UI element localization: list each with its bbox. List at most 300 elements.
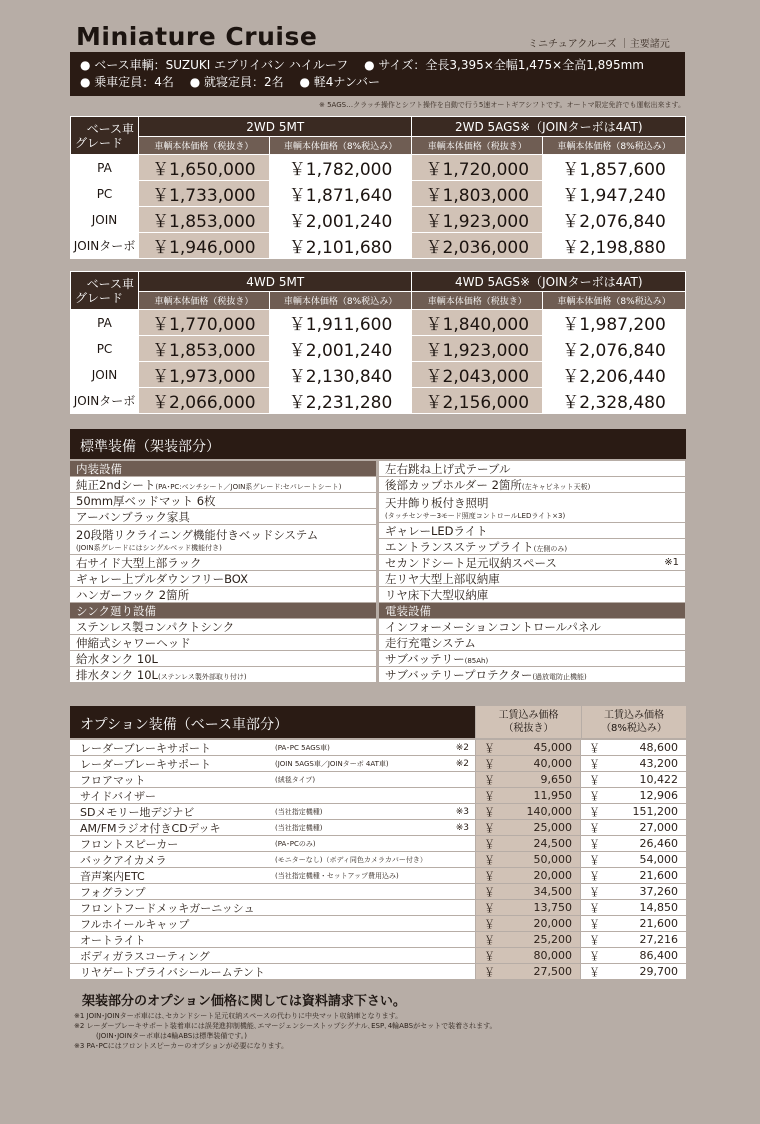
price-subheader-row <box>71 292 686 310</box>
option-note: (当社指定機種・セットアップ費用込み) <box>275 871 399 880</box>
price-cell: ￥1,923,000 <box>412 207 543 233</box>
equipment-item-text <box>76 619 234 635</box>
equipment-item <box>379 461 685 477</box>
corner-cell <box>71 272 139 310</box>
price-column-header: 車輌本体価格（8%税込み） <box>543 137 686 155</box>
equipment-item-subnote: (タッチセンサー3モード照度コントロールLEDライト×3) <box>385 511 566 520</box>
price-column-header: 車輌本体価格（8%税込み） <box>269 137 412 155</box>
price-row <box>71 233 686 259</box>
equipment-item-mark: ※1 <box>664 557 679 568</box>
option-price-excl-value: 50,000 <box>533 853 572 866</box>
price-cell: ￥1,923,000 <box>412 336 543 362</box>
equipment-item <box>379 493 685 523</box>
option-price-excl <box>475 772 580 787</box>
option-equipment-heading: オプション装備（ベース車部分） <box>70 706 475 738</box>
yen-sign: ￥ <box>484 949 495 963</box>
equipment-item-label: ステンレス製コンパクトシンク <box>76 619 235 634</box>
option-row <box>70 820 686 836</box>
spec-line-1 <box>80 57 675 74</box>
footnote-3: ※3 PA･PCにはフロントスピーカーのオプションが必要になります。 <box>74 1042 289 1050</box>
yen-sign: ￥ <box>484 773 495 787</box>
yen-sign: ￥ <box>589 949 600 963</box>
corner-base-label: ベース車 <box>86 277 134 291</box>
option-price-incl-value: 37,260 <box>639 885 678 898</box>
option-price-excl-value: 40,000 <box>533 757 572 770</box>
equipment-item-text <box>76 527 318 553</box>
grade-cell: JOIN <box>71 362 139 388</box>
equipment-item-text <box>385 539 567 555</box>
equipment-item <box>70 587 376 603</box>
standard-equipment-right <box>379 461 685 683</box>
price-table-2wd <box>70 116 686 259</box>
price-cell: ￥1,911,600 <box>269 310 412 336</box>
spec-size: ● サイズ：全長3,395×全幅1,475×全高1,895mm <box>364 58 644 72</box>
yen-sign: ￥ <box>484 885 495 899</box>
price-header-row <box>71 117 686 137</box>
equipment-item <box>379 667 685 683</box>
yen-sign: ￥ <box>589 965 600 979</box>
equipment-item-label: アーバンブラック家具 <box>76 509 190 524</box>
price-cell: ￥2,206,440 <box>543 362 686 388</box>
yen-sign: ￥ <box>484 821 495 835</box>
equipment-item <box>70 571 376 587</box>
option-row <box>70 852 686 868</box>
price-cell: ￥2,130,840 <box>269 362 412 388</box>
option-price-excl <box>475 932 580 947</box>
equipment-item-label: 給水タンク 10L <box>76 651 158 666</box>
option-price-incl <box>580 804 686 819</box>
price-cell: ￥2,036,000 <box>412 233 543 259</box>
option-row <box>70 836 686 852</box>
option-note: (モニターなし)（ボディ同色カメラカバー付き） <box>275 855 427 864</box>
option-name-cell <box>70 916 475 931</box>
option-price-incl-value: 151,200 <box>632 805 678 818</box>
option-note: (当社指定機種) <box>275 823 323 832</box>
price-cell: ￥1,733,000 <box>139 181 270 207</box>
option-name: ボディガラスコーティング <box>80 949 210 963</box>
drive-type-header: 4WD 5AGS※（JOINターボは4AT) <box>412 272 686 292</box>
equipment-item-text <box>385 461 510 477</box>
option-name: フロントスピーカー <box>80 837 179 851</box>
standard-equipment-left <box>70 461 376 683</box>
price-cell: ￥1,973,000 <box>139 362 270 388</box>
option-row <box>70 932 686 948</box>
option-row <box>70 964 686 980</box>
equipment-item-label: ハンガーフック 2箇所 <box>76 587 190 602</box>
option-name: フロアマット <box>80 773 146 787</box>
equipment-item <box>379 651 685 667</box>
equipment-item-text <box>385 523 488 539</box>
yen-sign: ￥ <box>484 965 495 979</box>
yen-sign: ￥ <box>589 917 600 931</box>
equipment-item <box>70 635 376 651</box>
option-price-excl-value: 80,000 <box>533 949 572 962</box>
spec-passengers: ● 乗車定員：4名 <box>80 75 174 89</box>
equipment-item-text <box>385 495 565 521</box>
option-col-excl-sub: （税抜き） <box>503 723 554 734</box>
option-name: 音声案内ETC <box>80 869 145 883</box>
yen-sign: ￥ <box>589 757 600 771</box>
equipment-item-label: インフォーメーションコントロールパネル <box>385 619 601 634</box>
option-price-incl-value: 21,600 <box>639 869 678 882</box>
option-col-incl-sub: （8%税込み） <box>601 723 667 734</box>
equipment-item-note: (85Ah) <box>464 656 489 665</box>
equipment-item-text <box>385 477 590 493</box>
option-price-excl <box>475 804 580 819</box>
yen-sign: ￥ <box>589 773 600 787</box>
option-mark: ※3 <box>455 806 469 817</box>
equipment-item <box>70 477 376 493</box>
option-name: バックアイカメラ <box>80 853 167 867</box>
equipment-item-note: (PA･PC:ベンチシート／JOIN系グレード:セパレートシート) <box>155 482 342 491</box>
corner-grade-label: グレード <box>75 291 124 305</box>
option-price-incl <box>580 884 686 899</box>
equipment-item-label: 走行充電システム <box>385 635 476 650</box>
price-cell: ￥2,076,840 <box>543 336 686 362</box>
equipment-item-subnote: (JOIN系グレードにはシングルベッド機能付き) <box>76 543 222 552</box>
option-price-incl <box>580 820 686 835</box>
option-name-cell <box>70 740 475 755</box>
equipment-item-label: エントランスステップライト <box>385 539 534 554</box>
option-name: レーダーブレーキサポート <box>80 757 212 771</box>
equipment-item-text <box>76 587 189 603</box>
yen-sign: ￥ <box>589 869 600 883</box>
option-price-excl-value: 24,500 <box>533 837 572 850</box>
option-price-excl-value: 34,500 <box>533 885 572 898</box>
option-price-incl <box>580 836 686 851</box>
equipment-category <box>70 603 376 619</box>
option-price-excl-value: 25,200 <box>533 933 572 946</box>
page-title: Miniature Cruise <box>76 22 318 51</box>
equipment-item <box>70 619 376 635</box>
drive-type-header: 4WD 5MT <box>139 272 412 292</box>
option-price-excl-value: 140,000 <box>526 805 572 818</box>
option-price-excl <box>475 948 580 963</box>
option-price-incl-value: 10,422 <box>639 773 678 786</box>
option-row <box>70 948 686 964</box>
option-name: AM/FMラジオ付きCDデッキ <box>80 821 221 835</box>
equipment-item-note: (ステンレス製外部取り付け) <box>157 672 247 681</box>
option-name: サイドバイザー <box>80 789 157 803</box>
grade-cell: JOIN <box>71 207 139 233</box>
price-cell: ￥1,947,240 <box>543 181 686 207</box>
option-price-excl-value: 20,000 <box>533 917 572 930</box>
price-cell: ￥2,328,480 <box>543 388 686 414</box>
option-name: フロントフードメッキガーニッシュ <box>80 901 255 915</box>
yen-sign: ￥ <box>589 821 600 835</box>
footnote-2: ※2 レーダーブレーキサポート装着車には誤発進抑制機能､エマージェンシーストップシグナル､ESP､4輪ABSがセットで装着されます。 <box>74 1022 497 1030</box>
equipment-item-label: 純正2ndシート <box>76 477 156 492</box>
option-price-incl <box>580 900 686 915</box>
price-cell: ￥2,001,240 <box>269 336 412 362</box>
option-price-incl-value: 48,600 <box>639 741 678 754</box>
option-price-incl <box>580 740 686 755</box>
option-price-incl-value: 54,000 <box>639 853 678 866</box>
option-price-incl <box>580 756 686 771</box>
option-name-cell <box>70 948 475 963</box>
standard-equipment-heading: 標準装備（架装部分） <box>70 429 686 459</box>
price-cell: ￥1,720,000 <box>412 155 543 181</box>
yen-sign: ￥ <box>484 789 495 803</box>
option-price-excl <box>475 916 580 931</box>
footnote-2-sub: (JOIN･JOINターボ車は4輪ABSは標準装備です。) <box>96 1032 248 1040</box>
option-price-incl-value: 27,000 <box>639 821 678 834</box>
price-row <box>71 181 686 207</box>
equipment-item-text <box>76 635 191 651</box>
option-name: フルホイールキャップ <box>80 917 190 931</box>
spec-line-2 <box>80 74 675 91</box>
corner-cell <box>71 117 139 155</box>
equipment-item-text <box>385 667 587 683</box>
option-note: (絨毯タイプ) <box>275 775 316 784</box>
page-subtitle: ミニチュアクルーズ ｜主要諸元 <box>528 39 670 50</box>
option-mark: ※2 <box>455 742 469 753</box>
spec-box <box>70 52 685 96</box>
option-name-cell <box>70 884 475 899</box>
price-column-header: 車輌本体価格（税抜き） <box>412 137 543 155</box>
price-cell: ￥2,043,000 <box>412 362 543 388</box>
equipment-item-note: (左キャビネット天板) <box>521 482 591 491</box>
option-col-excl-label: 工賃込み価格 <box>498 710 559 721</box>
option-note: (当社指定機種) <box>275 807 323 816</box>
option-price-excl <box>475 756 580 771</box>
price-cell: ￥1,946,000 <box>139 233 270 259</box>
yen-sign: ￥ <box>484 805 495 819</box>
option-name-cell <box>70 868 475 883</box>
option-note: (PA･PCのみ) <box>275 839 316 848</box>
spec-plate: ● 軽4ナンバー <box>299 75 380 89</box>
equipment-item-label: シンク廻り設備 <box>76 603 156 618</box>
equipment-item <box>379 523 685 539</box>
option-price-excl <box>475 900 580 915</box>
option-name-cell <box>70 788 475 803</box>
price-column-header: 車輌本体価格（税抜き） <box>139 292 270 310</box>
option-price-incl-value: 29,700 <box>639 965 678 978</box>
option-price-incl-value: 86,400 <box>639 949 678 962</box>
option-row <box>70 900 686 916</box>
equipment-item-text <box>76 509 190 525</box>
price-column-header: 車輌本体価格（税抜き） <box>139 137 270 155</box>
price-column-header: 車輌本体価格（税抜き） <box>412 292 543 310</box>
yen-sign: ￥ <box>589 837 600 851</box>
yen-sign: ￥ <box>484 917 495 931</box>
option-price-incl <box>580 964 686 979</box>
equipment-item-label: 電装設備 <box>385 603 431 618</box>
option-price-incl-value: 14,850 <box>639 901 678 914</box>
equipment-item-text <box>76 555 201 571</box>
drive-type-header: 2WD 5MT <box>139 117 412 137</box>
equipment-item-label: ギャレーLEDライト <box>385 523 488 538</box>
option-row <box>70 788 686 804</box>
equipment-item-text <box>76 667 247 683</box>
price-cell: ￥1,840,000 <box>412 310 543 336</box>
grade-cell: PA <box>71 155 139 181</box>
option-price-incl-value: 43,200 <box>639 757 678 770</box>
equipment-item <box>379 587 685 603</box>
option-price-excl-value: 11,950 <box>533 789 572 802</box>
price-cell: ￥1,650,000 <box>139 155 270 181</box>
yen-sign: ￥ <box>589 901 600 915</box>
equipment-item <box>379 539 685 555</box>
option-name-cell <box>70 964 475 979</box>
price-cell: ￥2,231,280 <box>269 388 412 414</box>
yen-sign: ￥ <box>484 741 495 755</box>
equipment-item-label: 左右跳ね上げ式テーブル <box>385 461 511 476</box>
option-price-incl <box>580 948 686 963</box>
option-price-excl <box>475 852 580 867</box>
option-price-excl <box>475 964 580 979</box>
equipment-item-text <box>385 571 500 587</box>
equipment-item-label: ギャレー上プルダウンフリーBOX <box>76 571 248 586</box>
yen-sign: ￥ <box>589 933 600 947</box>
equipment-item-label: 右サイド大型上部ラック <box>76 555 202 570</box>
option-name-cell <box>70 772 475 787</box>
equipment-item-label: サブバッテリー <box>385 651 465 666</box>
equipment-item <box>379 555 685 571</box>
equipment-item-text <box>385 603 431 619</box>
price-cell: ￥1,871,640 <box>269 181 412 207</box>
option-name-cell <box>70 836 475 851</box>
grade-cell: JOINターボ <box>71 233 139 259</box>
equipment-item <box>70 525 376 555</box>
equipment-item-text <box>76 571 248 587</box>
price-row <box>71 362 686 388</box>
equipment-item-text <box>385 651 488 667</box>
option-price-excl-value: 25,000 <box>533 821 572 834</box>
price-cell: ￥1,770,000 <box>139 310 270 336</box>
option-row <box>70 916 686 932</box>
option-row <box>70 772 686 788</box>
option-col-incl-label: 工賃込み価格 <box>604 710 664 721</box>
equipment-category <box>379 603 685 619</box>
price-cell: ￥2,066,000 <box>139 388 270 414</box>
price-column-header: 車輌本体価格（8%税込み） <box>269 292 412 310</box>
equipment-item-text <box>76 493 216 509</box>
equipment-item-label: セカンドシート足元収納スペース <box>385 555 557 570</box>
price-cell: ￥1,853,000 <box>139 207 270 233</box>
corner-grade-label: グレード <box>75 136 124 150</box>
option-name: リヤゲートプライバシールームテント <box>80 965 265 979</box>
price-row <box>71 207 686 233</box>
equipment-item-label: 後部カップホルダー 2箇所 <box>385 477 522 492</box>
footnote-1: ※1 JOIN･JOINターボ車には､セカンドシート足元収納スペースの代わりに中央マット収納庫となります。 <box>74 1012 403 1020</box>
price-row <box>71 388 686 414</box>
equipment-item-label: 内装設備 <box>76 461 122 476</box>
option-name-cell <box>70 900 475 915</box>
option-price-excl <box>475 836 580 851</box>
price-row <box>71 336 686 362</box>
option-price-excl-value: 45,000 <box>533 741 572 754</box>
option-price-excl-value: 27,500 <box>533 965 572 978</box>
option-name: SDメモリー地デジナビ <box>80 805 195 819</box>
price-cell: ￥2,101,680 <box>269 233 412 259</box>
drive-type-header: 2WD 5AGS※（JOINターボは4AT) <box>412 117 686 137</box>
equipment-item-text <box>385 587 488 603</box>
option-price-excl-value: 9,650 <box>540 773 572 786</box>
option-row <box>70 804 686 820</box>
option-mark: ※2 <box>455 758 469 769</box>
option-name-cell <box>70 852 475 867</box>
equipment-item-label: 天井飾り板付き照明 <box>385 495 489 510</box>
option-name-cell <box>70 756 475 771</box>
yen-sign: ￥ <box>589 853 600 867</box>
price-cell: ￥2,001,240 <box>269 207 412 233</box>
equipment-item <box>70 667 376 683</box>
equipment-item <box>379 619 685 635</box>
option-price-excl <box>475 820 580 835</box>
equipment-item-text <box>385 619 601 635</box>
option-price-incl-value: 26,460 <box>639 837 678 850</box>
option-footer-note: 架装部分のオプション価格に関しては資料請求下さい。 <box>82 994 406 1009</box>
equipment-item-label: 伸縮式シャワーヘッド <box>76 635 191 650</box>
yen-sign: ￥ <box>589 741 600 755</box>
option-name: レーダーブレーキサポート <box>80 741 212 755</box>
equipment-item-text <box>76 477 342 493</box>
yen-sign: ￥ <box>484 869 495 883</box>
option-col-incl-header <box>582 706 686 738</box>
equipment-item <box>379 477 685 493</box>
option-row <box>70 868 686 884</box>
option-col-excl-header <box>476 706 581 738</box>
price-cell: ￥2,076,840 <box>543 207 686 233</box>
spec-sleepers: ● 就寝定員：2名 <box>189 75 284 89</box>
option-price-incl <box>580 788 686 803</box>
option-row <box>70 756 686 772</box>
yen-sign: ￥ <box>484 757 495 771</box>
price-row <box>71 310 686 336</box>
option-price-excl <box>475 740 580 755</box>
option-price-excl-value: 20,000 <box>533 869 572 882</box>
option-price-excl <box>475 788 580 803</box>
option-price-incl <box>580 916 686 931</box>
equipment-item-note: (左側のみ) <box>533 544 568 553</box>
yen-sign: ￥ <box>484 933 495 947</box>
yen-sign: ￥ <box>484 837 495 851</box>
grade-cell: PA <box>71 310 139 336</box>
price-cell: ￥1,803,000 <box>412 181 543 207</box>
price-table-4wd <box>70 271 686 414</box>
yen-sign: ￥ <box>589 805 600 819</box>
equipment-item <box>70 651 376 667</box>
equipment-item-label: 左リヤ大型上部収納庫 <box>385 571 500 586</box>
yen-sign: ￥ <box>484 901 495 915</box>
option-name: オートライト <box>80 933 146 947</box>
equipment-item <box>70 555 376 571</box>
option-note: (JOIN 5AGS車／JOINターボ 4AT車) <box>275 759 389 768</box>
grade-cell: JOINターボ <box>71 388 139 414</box>
option-row <box>70 740 686 756</box>
option-price-excl <box>475 884 580 899</box>
price-cell: ￥1,987,200 <box>543 310 686 336</box>
option-price-incl-value: 27,216 <box>639 933 678 946</box>
corner-base-label: ベース車 <box>86 122 134 136</box>
equipment-item <box>379 571 685 587</box>
yen-sign: ￥ <box>589 789 600 803</box>
option-price-incl <box>580 852 686 867</box>
option-name-cell <box>70 820 475 835</box>
option-price-incl <box>580 932 686 947</box>
option-price-excl <box>475 868 580 883</box>
equipment-item-label: 排水タンク 10L <box>76 667 158 682</box>
option-name-cell <box>70 932 475 947</box>
price-subheader-row <box>71 137 686 155</box>
option-price-incl-value: 21,600 <box>639 917 678 930</box>
equipment-item <box>70 493 376 509</box>
grade-cell: PC <box>71 336 139 362</box>
option-price-incl <box>580 772 686 787</box>
equipment-item-label: 20段階リクライニング機能付きベッドシステム <box>76 527 319 542</box>
option-name: フォグランプ <box>80 885 146 899</box>
